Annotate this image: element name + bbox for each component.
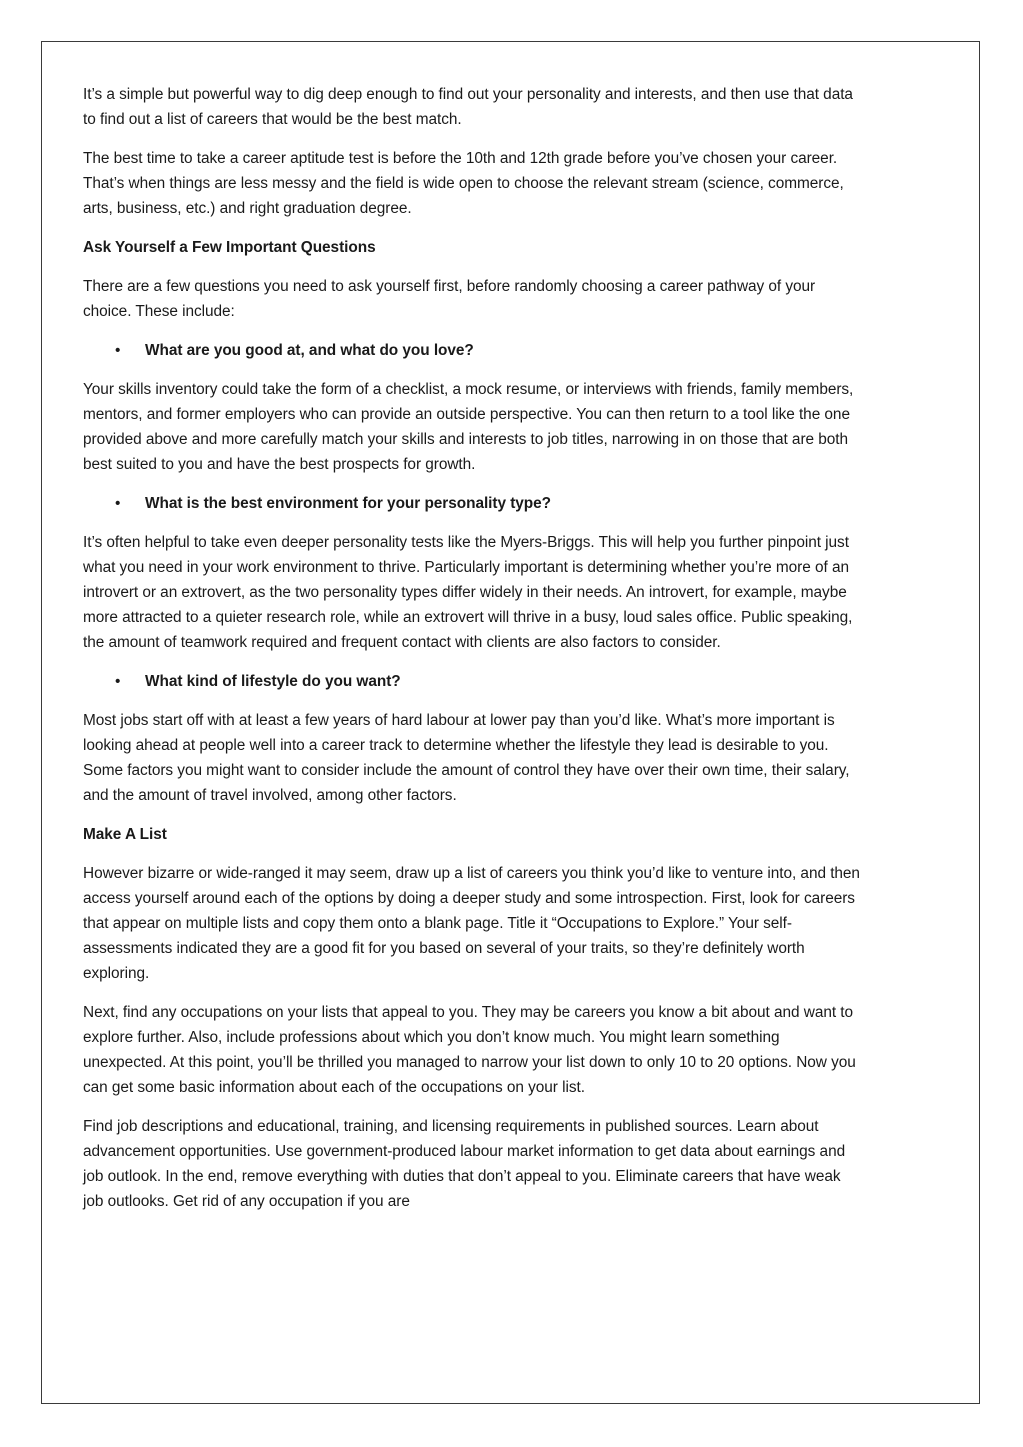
bullet-item-lifestyle	[115, 669, 861, 694]
bullet-icon: •	[115, 495, 121, 512]
paragraph-lifestyle: Most jobs start off with at least a few years of hard labour at lower pay than you’d like. What’s more important is looking ahead at people well into a career track to determine whether the lifestyle they lead is desirable to you. Some factors you might want to consider include the amount of control they have over their own time, their salary, and the amount of travel involved, among other factors.	[83, 712, 850, 804]
paragraph-intro: It’s a simple but powerful way to dig deep enough to find out your personality and interests, and then use that data to find out a list of careers that would be the best match.	[83, 86, 853, 128]
document-body	[83, 82, 861, 1228]
bullet-text: What kind of lifestyle do you want?	[145, 673, 401, 690]
bullet-list-2	[83, 491, 861, 516]
bullet-text: What is the best environment for your personality type?	[145, 495, 552, 512]
bullet-icon: •	[115, 673, 121, 690]
bullet-list-3	[83, 669, 861, 694]
paragraph-best-time: The best time to take a career aptitude test is before the 10th and 12th grade before you’ve chosen your career. That’s when things are less messy and the field is wide open to choose the relevant stream (science, commerce, arts, business, etc.) and right graduation degree.	[83, 150, 844, 217]
bullet-icon: •	[115, 342, 121, 359]
paragraph-draw-list: However bizarre or wide-ranged it may seem, draw up a list of careers you think you’d like to venture into, and then access yourself around each of the options by doing a deeper study and some introspection. First, look for careers that appear on multiple lists and copy them onto a blank page. Title it “Occupations to Explore.” Your self-assessments indicated they are a good fit for you based on several of your traits, so they’re definitely worth exploring.	[83, 865, 860, 982]
bullet-item-good-at	[115, 338, 861, 363]
bullet-text: What are you good at, and what do you love?	[145, 342, 474, 359]
paragraph-job-descriptions: Find job descriptions and educational, training, and licensing requirements in published sources. Learn about advancement opportunities. Use government-produced labour market information to get data about earnings and job outlook. In the end, remove everything with duties that don’t appeal to you. Eliminate careers that have weak job outlooks. Get rid of any occupation if you are	[83, 1118, 846, 1210]
heading-ask-yourself: Ask Yourself a Few Important Questions	[83, 239, 376, 256]
paragraph-personality-tests: It’s often helpful to take even deeper personality tests like the Myers-Briggs. This will help you further pinpoint just what you need in your work environment to thrive. Particularly important is determining whether you’re more of an introvert or an extrovert, as the two personality types differ widely in their needs. An introvert, for example, maybe more attracted to a quieter research role, while an extrovert will thrive in a busy, loud sales office. Public speaking, the amount of teamwork required and frequent contact with clients are also factors to consider.	[83, 534, 853, 651]
paragraph-skills-inventory: Your skills inventory could take the form of a checklist, a mock resume, or interviews with friends, family members, mentors, and former employers who can provide an outside perspective. You can then return to a tool like the one provided above and more carefully match your skills and interests to job titles, narrowing in on those that are both best suited to you and have the best prospects for growth.	[83, 381, 854, 473]
heading-make-a-list: Make A List	[83, 826, 167, 843]
bullet-item-environment	[115, 491, 861, 516]
paragraph-questions-intro: There are a few questions you need to ask yourself first, before randomly choosing a career pathway of your choice. These include:	[83, 278, 816, 320]
bullet-list-1	[83, 338, 861, 363]
paragraph-next-find: Next, find any occupations on your lists that appeal to you. They may be careers you know a bit about and want to explore further. Also, include professions about which you don’t know much. You might learn something unexpected. At this point, you’ll be thrilled you managed to narrow your list down to only 10 to 20 options. Now you can get some basic information about each of the occupations on your list.	[83, 1004, 856, 1096]
